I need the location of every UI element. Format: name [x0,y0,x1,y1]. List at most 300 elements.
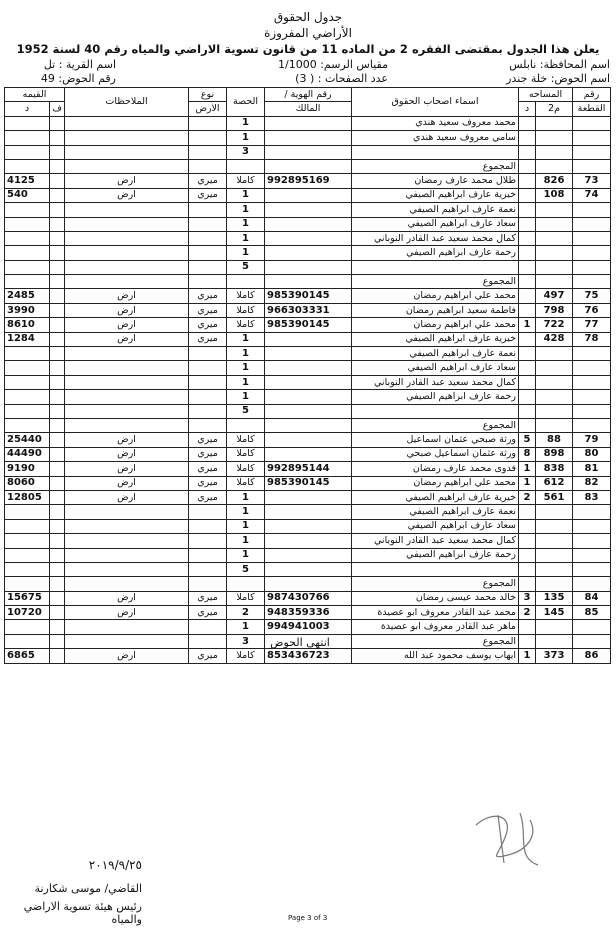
plot-number-cell [573,347,611,361]
value-dinar-cell [5,505,50,519]
notes-cell: ارض [65,318,189,332]
table-row [5,131,611,145]
share-cell: كاملا [227,318,265,332]
area-d-cell [519,231,536,245]
owner-name-cell: ايهاب يوسف محمود عبد الله [352,649,519,663]
table-row [5,332,611,346]
notes-cell [65,519,189,533]
value-fils-cell [50,203,65,217]
land-type-cell [189,116,227,130]
value-dinar-cell: 15675 [5,591,50,605]
plot-number-cell [573,217,611,231]
area-d-cell: 5 [519,433,536,447]
land-type-cell: ميري [189,447,227,461]
value-fils-cell [50,361,65,375]
land-type-cell: ميري [189,433,227,447]
plot-number-cell [573,246,611,260]
value-dinar-cell [5,159,50,173]
value-dinar-cell [5,534,50,548]
value-dinar-cell [5,418,50,432]
land-type-cell [189,131,227,145]
owner-name-cell: فدوى محمد عارف رمضان [352,462,519,476]
share-cell [227,159,265,173]
table-row [5,174,611,188]
plot-number-cell [573,519,611,533]
table-row [5,145,611,159]
table-row [5,188,611,202]
table-row [5,246,611,260]
land-type-cell [189,246,227,260]
value-fils-cell [50,246,65,260]
table-row [5,519,611,533]
notes-cell: ارض [65,476,189,490]
table-row [5,562,611,576]
area-d-cell [519,519,536,533]
basin-number-label: رقم الحوض: 49 [40,72,116,85]
share-cell: 1 [227,131,265,145]
area-m2-cell [536,145,573,159]
judge-name: القاضي/ موسى شكارنة [34,882,142,895]
plot-number-cell: 85 [573,606,611,620]
table-row [5,649,611,663]
end-of-basin-text: انتهى الحوض [270,636,330,649]
table-row [5,275,611,289]
notes-cell [65,562,189,576]
table-row [5,577,611,591]
land-type-cell: ميري [189,591,227,605]
share-cell: كاملا [227,303,265,317]
share-cell: 3 [227,634,265,648]
owner-id-cell [265,447,352,461]
value-fils-cell [50,591,65,605]
value-dinar-cell [5,260,50,274]
plot-number-cell [573,577,611,591]
area-d-cell: 2 [519,490,536,504]
value-fils-cell [50,116,65,130]
land-type-cell: ميري [189,303,227,317]
area-m2-cell: 798 [536,303,573,317]
area-m2-cell: 88 [536,433,573,447]
rights-table [4,87,611,664]
area-m2-cell [536,505,573,519]
plot-number-cell: 74 [573,188,611,202]
plot-number-cell: 86 [573,649,611,663]
share-cell: 1 [227,332,265,346]
value-fils-cell [50,519,65,533]
notes-cell [65,375,189,389]
owner-name-cell: سعاد عارف ابراهيم الصيفي [352,217,519,231]
area-d-cell [519,203,536,217]
plot-number-cell [573,375,611,389]
owner-name-cell: كمال محمد سعيد عبد القادر النوباني [352,375,519,389]
land-type-cell: ميري [189,174,227,188]
area-m2-cell: 108 [536,188,573,202]
notes-cell [65,116,189,130]
value-fils-cell [50,303,65,317]
value-fils-cell [50,217,65,231]
plot-number-cell: 83 [573,490,611,504]
signature-scribble-icon [468,805,548,875]
owner-name-cell: المجموع [352,159,519,173]
judge-title: رئيس هيئة تسوية الاراضي والمياه [23,900,142,926]
share-cell: 5 [227,562,265,576]
notes-cell: ارض [65,606,189,620]
doc-subtitle: الأراضي المفروزة [264,26,352,40]
plot-number-cell [573,231,611,245]
land-type-cell [189,260,227,274]
plot-number-cell [573,275,611,289]
land-type-cell [189,505,227,519]
land-type-cell [189,203,227,217]
table-row [5,534,611,548]
owner-id-cell: 985390145 [265,476,352,490]
share-cell: كاملا [227,476,265,490]
village-label: اسم القرية : تل [43,58,116,71]
doc-title: جدول الحقوق [273,10,343,24]
col-area: المساحه [519,88,573,102]
table-row [5,548,611,562]
notes-cell: ارض [65,433,189,447]
area-m2-cell [536,217,573,231]
area-d-cell [519,390,536,404]
owner-name-cell [352,404,519,418]
area-m2-cell: 497 [536,289,573,303]
owner-name-cell: سعاد عارف ابراهيم الصيفي [352,519,519,533]
owner-id-cell [265,347,352,361]
value-dinar-cell: 2485 [5,289,50,303]
value-fils-cell [50,649,65,663]
share-cell: 1 [227,231,265,245]
area-d-cell [519,303,536,317]
value-dinar-cell [5,275,50,289]
col-plot-number: رقم [573,88,611,102]
signature-date: ٢٠١٩/٩/٢٥ [88,858,142,872]
table-row [5,447,611,461]
land-type-cell [189,231,227,245]
value-fils-cell [50,490,65,504]
value-fils-cell [50,289,65,303]
share-cell: 1 [227,490,265,504]
table-row [5,433,611,447]
owner-id-cell [265,390,352,404]
area-d-cell [519,404,536,418]
value-fils-cell [50,390,65,404]
land-type-cell [189,534,227,548]
owner-name-cell: نعمة عارف ابراهيم الصيفي [352,203,519,217]
land-type-cell: ميري [189,606,227,620]
value-dinar-cell [5,404,50,418]
share-cell: 1 [227,203,265,217]
table-row [5,606,611,620]
owner-name-cell: محمد معروف سعيد هندي [352,116,519,130]
value-dinar-cell: 8610 [5,318,50,332]
owner-name-cell: فاطمة سعيد ابراهيم رمضان [352,303,519,317]
owner-id-cell: 948359336 [265,606,352,620]
notes-cell [65,159,189,173]
owner-name-cell: محمد علي ابراهيم رمضان [352,476,519,490]
area-d-cell [519,246,536,260]
plot-number-cell [573,505,611,519]
owner-name-cell: رحمة عارف ابراهيم الصيفي [352,548,519,562]
plot-number-cell: 73 [573,174,611,188]
notes-cell [65,390,189,404]
owner-name-cell: المجموع [352,418,519,432]
notes-cell [65,548,189,562]
value-fils-cell [50,332,65,346]
plot-number-cell [573,534,611,548]
table-row [5,462,611,476]
area-d-cell [519,217,536,231]
plot-number-cell: 80 [573,447,611,461]
area-m2-cell [536,246,573,260]
share-cell: 3 [227,145,265,159]
table-row [5,361,611,375]
area-d-cell [519,577,536,591]
value-dinar-cell: 540 [5,188,50,202]
land-type-cell [189,390,227,404]
table-row [5,289,611,303]
notes-cell [65,246,189,260]
owner-id-cell [265,332,352,346]
notes-cell [65,203,189,217]
owner-id-cell [265,145,352,159]
notes-cell: ارض [65,303,189,317]
notes-cell: ارض [65,462,189,476]
plot-number-cell [573,203,611,217]
land-type-cell [189,404,227,418]
col-d: د [519,102,536,116]
share-cell: 1 [227,246,265,260]
plot-number-cell: 81 [573,462,611,476]
plot-number-cell: 77 [573,318,611,332]
owner-id-cell [265,519,352,533]
notes-cell [65,260,189,274]
share-cell: كاملا [227,447,265,461]
value-fils-cell [50,231,65,245]
owner-id-cell: 992895144 [265,462,352,476]
col-share: الحصة [227,88,265,117]
owner-id-cell [265,404,352,418]
notes-cell: ارض [65,447,189,461]
value-fils-cell [50,447,65,461]
plot-number-cell [573,145,611,159]
owner-name-cell: محمد علي ابراهيم رمضان [352,289,519,303]
owner-name-cell: طلال محمد عارف رمضان [352,174,519,188]
owner-id-cell [265,260,352,274]
table-row [5,303,611,317]
owner-id-cell [265,562,352,576]
table-row [5,203,611,217]
value-fils-cell [50,548,65,562]
land-type-cell [189,347,227,361]
area-m2-cell: 561 [536,490,573,504]
notes-cell: ارض [65,174,189,188]
rights-table-body [5,116,611,663]
notes-cell [65,505,189,519]
table-row [5,620,611,634]
notes-cell: ارض [65,332,189,346]
share-cell: 1 [227,217,265,231]
value-fils-cell [50,174,65,188]
land-type-cell: ميري [189,332,227,346]
plot-number-cell: 75 [573,289,611,303]
value-dinar-cell [5,548,50,562]
table-row [5,159,611,173]
land-type-cell [189,275,227,289]
notes-cell [65,577,189,591]
area-m2-cell [536,577,573,591]
value-dinar-cell: 10720 [5,606,50,620]
area-d-cell [519,131,536,145]
notes-cell [65,231,189,245]
value-fils-cell [50,462,65,476]
owner-name-cell: محمد علي ابراهيم رمضان [352,318,519,332]
value-dinar-cell [5,620,50,634]
owner-id-cell [265,375,352,389]
plot-number-cell: 78 [573,332,611,346]
area-m2-cell [536,260,573,274]
owner-id-cell [265,116,352,130]
value-fils-cell [50,131,65,145]
area-d-cell [519,275,536,289]
table-row [5,404,611,418]
table-row [5,116,611,130]
owner-id-cell: 985390145 [265,289,352,303]
basin-name-label: اسم الحوض: خلة جندر [506,72,610,85]
owner-name-cell: خالد محمد عيسى رمضان [352,591,519,605]
col-value: القيمه [5,88,65,102]
owner-name-cell: كمال محمد سعيد عبد القادر النوباني [352,534,519,548]
land-type-cell [189,145,227,159]
value-fils-cell [50,562,65,576]
area-m2-cell [536,534,573,548]
value-dinar-cell [5,375,50,389]
area-d-cell [519,159,536,173]
land-type-cell [189,217,227,231]
col-fils: ف [50,102,65,116]
area-d-cell [519,174,536,188]
land-type-cell [189,418,227,432]
owner-name-cell: المجموع [352,275,519,289]
pages-label: عدد الصفحات : ( 3) [295,72,388,85]
value-dinar-cell: 8060 [5,476,50,490]
land-type-cell: ميري [189,318,227,332]
notes-cell: ارض [65,490,189,504]
plot-number-cell [573,620,611,634]
value-dinar-cell [5,361,50,375]
value-dinar-cell: 9190 [5,462,50,476]
owner-id-cell [265,203,352,217]
owner-id-cell [265,159,352,173]
value-dinar-cell: 6865 [5,649,50,663]
area-m2-cell: 722 [536,318,573,332]
owner-name-cell: خيرية عارف ابراهيم الصيفي [352,490,519,504]
notes-cell: ارض [65,591,189,605]
owner-id-cell [265,361,352,375]
value-fils-cell [50,260,65,274]
value-fils-cell [50,347,65,361]
share-cell: 1 [227,390,265,404]
area-m2-cell [536,390,573,404]
land-type-cell: ميري [189,476,227,490]
area-m2-cell [536,548,573,562]
value-fils-cell [50,534,65,548]
share-cell: 1 [227,534,265,548]
area-m2-cell: 373 [536,649,573,663]
notes-cell: ارض [65,188,189,202]
value-dinar-cell [5,145,50,159]
doc-notice: يعلن هذا الجدول بمقتضى الفقره 2 من الماده 11 من قانون تسوية الاراضي والمياه رقم 40 لسنة 1952 [16,42,600,56]
owner-name-cell: سامي معروف سعيد هندي [352,131,519,145]
table-row [5,231,611,245]
owner-id-cell [265,231,352,245]
share-cell: 1 [227,505,265,519]
area-m2-cell: 145 [536,606,573,620]
area-m2-cell [536,203,573,217]
owner-id-cell [265,577,352,591]
area-m2-cell [536,131,573,145]
table-row [5,505,611,519]
owner-name-cell: رحمة عارف ابراهيم الصيفي [352,390,519,404]
col-owners: اسماء اصحاب الحقوق [352,88,519,117]
share-cell: 1 [227,347,265,361]
plot-number-cell: 82 [573,476,611,490]
land-type-cell: ميري [189,289,227,303]
share-cell: 5 [227,404,265,418]
owner-name-cell: كمال محمد سعيد عبد القادر النوباني [352,231,519,245]
area-d-cell [519,418,536,432]
owner-name-cell: نعمة عارف ابراهيم الصيفي [352,347,519,361]
plot-number-cell: 76 [573,303,611,317]
owner-name-cell: محمد عبد القادر معروف ابو عصيدة [352,606,519,620]
area-d-cell: 1 [519,462,536,476]
share-cell [227,275,265,289]
notes-cell: ارض [65,289,189,303]
owner-name-cell: خيرية عارف ابراهيم الصيفي [352,332,519,346]
area-d-cell [519,375,536,389]
area-m2-cell: 612 [536,476,573,490]
share-cell: كاملا [227,591,265,605]
scale-label: مقياس الرسم: 1/1000 [278,58,388,71]
owner-name-cell: المجموع [352,577,519,591]
land-type-cell [189,620,227,634]
plot-number-cell [573,260,611,274]
value-fils-cell [50,275,65,289]
value-dinar-cell [5,246,50,260]
value-dinar-cell: 3990 [5,303,50,317]
share-cell: 1 [227,620,265,634]
col-dinar: د [5,102,50,116]
notes-cell [65,404,189,418]
table-row [5,217,611,231]
land-type-cell: ميري [189,649,227,663]
table-row [5,591,611,605]
share-cell: 5 [227,260,265,274]
value-dinar-cell [5,231,50,245]
plot-number-cell [573,418,611,432]
share-cell: 1 [227,548,265,562]
share-cell [227,577,265,591]
owner-id-cell: 966303331 [265,303,352,317]
value-dinar-cell: 25440 [5,433,50,447]
value-dinar-cell [5,203,50,217]
area-m2-cell [536,375,573,389]
share-cell: كاملا [227,649,265,663]
table-row [5,347,611,361]
land-type-cell: ميري [189,462,227,476]
col-plot: القطعة [573,102,611,116]
owner-id-cell [265,534,352,548]
